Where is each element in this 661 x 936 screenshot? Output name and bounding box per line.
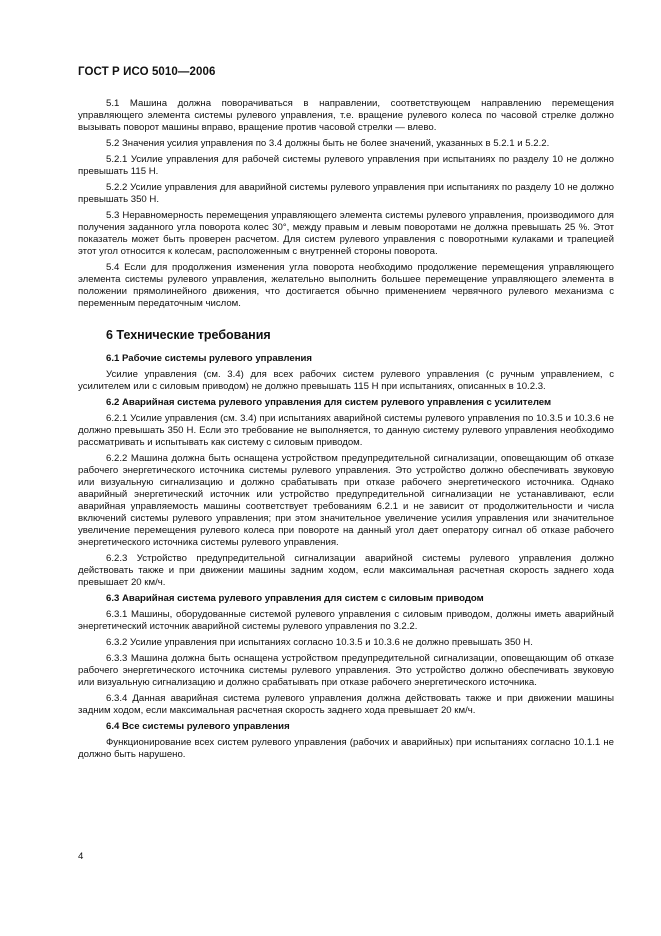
clause-6-3-3: 6.3.3 Машина должна быть оснащена устройством предупредительной сигнализации, оповещающим об отказе рабочего энергетического источника системы рулевого управления. Это устройство должно обеспечивать звуковую или визуальную сигнализацию и должно срабатывать при отказе рабочего энергетического источника. <box>78 653 614 688</box>
subsection-6-2-heading: 6.2 Аварийная система рулевого управления для систем рулевого управления с усилителем <box>106 397 552 408</box>
clause-6-1: Усилие управления (см. 3.4) для всех рабочих систем рулевого управления (с ручным управлением, с усилителем или с силовым приводом) не должно превышать 115 Н при испытаниях, описанных в 10.2.3. <box>78 369 614 392</box>
clause-5-2-1: 5.2.1 Усилие управления для рабочей системы рулевого управления при испытаниях по разделу 10 не должно превышать 115 Н. <box>78 154 614 177</box>
clause-5-4: 5.4 Если для продолжения изменения угла поворота необходимо продолжение перемещения управляющего элемента системы рулевого управления, желательно выполнить большее перемещение управляющего элемента в положении прямолинейного движения, что достигается обычно применением червячного рулевого механизма с переменным передаточным числом. <box>78 262 614 309</box>
page-number: 4 <box>78 851 84 862</box>
clause-6-3-4: 6.3.4 Данная аварийная система рулевого управления должна действовать также и при движении машины задним ходом, если максимальная расчетная скорость заднего хода превышает 20 км/ч. <box>78 693 614 716</box>
clause-6-3-1: 6.3.1 Машины, оборудованные системой рулевого управления с силовым приводом, должны иметь аварийный энергетический источник аварийной системы рулевого управления по 3.2.2. <box>78 609 614 632</box>
clause-6-2-1: 6.2.1 Усилие управления (см. 3.4) при испытаниях аварийной системы рулевого управления по 10.3.5 и 10.3.6 не должно превышать 350 Н. Если это требование не выполняется, то данную систему рулевого управления необходимо рассматривать и испытывать как систему с силовым приводом. <box>78 413 614 448</box>
clause-6-4: Функционирование всех систем рулевого управления (рабочих и аварийных) при испытаниях согласно 10.1.1 не должно быть нарушено. <box>78 737 614 760</box>
document-header: ГОСТ Р ИСО 5010—2006 <box>78 66 216 78</box>
clause-6-2-3: 6.2.3 Устройство предупредительной сигнализации аварийной системы рулевого управления должно действовать также и при движении машины задним ходом, если максимальная расчетная скорость заднего хода превышает 20 км/ч. <box>78 553 614 588</box>
clause-5-2: 5.2 Значения усилия управления по 3.4 должны быть не более значений, указанных в 5.2.1 и 5.2.2. <box>106 138 550 149</box>
clause-5-3: 5.3 Неравномерность перемещения управляющего элемента системы рулевого управления, производимого для получения заданного угла поворота колес 30°, между правым и левым поворотами не должна превышать 25 %. Этот показатель может быть проверен расчетом. Для систем рулевого управления с поворотными кулаками и трапецией этот угол относится к колесам, расположенным с внутренней стороны поворота. <box>78 210 614 257</box>
clause-6-2-2: 6.2.2 Машина должна быть оснащена устройством предупредительной сигнализации, оповещающим об отказе рабочего энергетического источника системы рулевого управления. Это устройство должно обеспечивать звуковую или визуальную сигнализацию и должно срабатывать при отказе рабочего энергетического источника. Однако аварийный энергетический источник или устройство предупредительной сигнализации не устанавливают, если аварийная управляемость машины соответствует требованиям 6.2.1 и не зависит от продолжительности и числа включений системы рулевого управления; при этом значительное увеличение усилия управления или значительное увеличение перемещения рулевого колеса при повороте на данный угол дает оператору сигнал об отказе рабочего энергетического источника системы рулевого управления. <box>78 453 614 548</box>
clause-5-1: 5.1 Машина должна поворачиваться в направлении, соответствующем направлению перемещения управляющего элемента системы рулевого управления, т.е. вращение рулевого колеса по часовой стрелке должно вызывать поворот машины вправо, вращение против часовой стрелки — влево. <box>78 98 614 133</box>
subsection-6-4-heading: 6.4 Все системы рулевого управления <box>106 721 290 732</box>
document-body <box>78 98 614 765</box>
section-6-heading: 6 Технические требования <box>106 328 271 342</box>
subsection-6-3-heading: 6.3 Аварийная система рулевого управления для систем с силовым приводом <box>106 593 484 604</box>
subsection-6-1-heading: 6.1 Рабочие системы рулевого управления <box>106 353 313 364</box>
clause-5-2-2: 5.2.2 Усилие управления для аварийной системы рулевого управления при испытаниях по разделу 10 не должно превышать 350 Н. <box>78 182 614 205</box>
clause-6-3-2: 6.3.2 Усилие управления при испытаниях согласно 10.3.5 и 10.3.6 не должно превышать 350 Н. <box>106 637 533 648</box>
